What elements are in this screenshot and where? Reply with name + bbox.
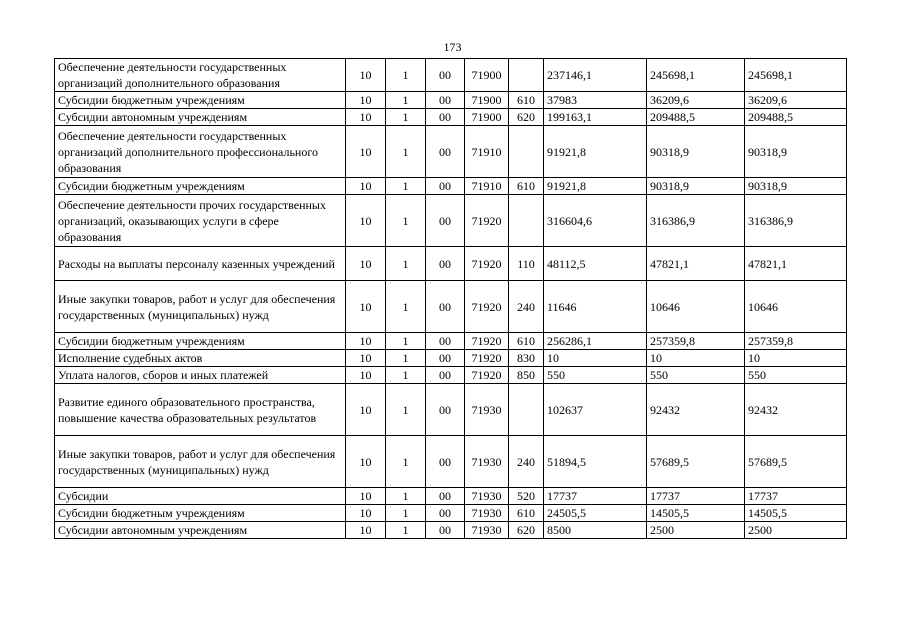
amount-year1-cell: 91921,8 xyxy=(544,126,647,178)
amount-year3-cell: 10646 xyxy=(745,281,847,333)
amount-year1-cell: 199163,1 xyxy=(544,109,647,126)
amount-year3-cell: 257359,8 xyxy=(745,333,847,350)
table-row xyxy=(55,195,847,247)
target-item-code-cell: 71930 xyxy=(465,488,509,505)
program-code-cell: 00 xyxy=(426,59,465,92)
section-code-cell: 10 xyxy=(346,333,386,350)
table-row xyxy=(55,333,847,350)
row-name-cell: Обеспечение деятельности прочих государственных организаций, оказывающих услуги в сфере образования xyxy=(55,195,346,247)
target-item-code-cell: 71900 xyxy=(465,109,509,126)
amount-year3-cell: 10 xyxy=(745,350,847,367)
table-row xyxy=(55,522,847,539)
row-name-cell: Субсидии xyxy=(55,488,346,505)
row-name-cell: Обеспечение деятельности государственных организаций дополнительного профессионального образования xyxy=(55,126,346,178)
section-code-cell: 10 xyxy=(346,384,386,436)
target-item-code-cell: 71930 xyxy=(465,384,509,436)
amount-year1-cell: 256286,1 xyxy=(544,333,647,350)
section-code-cell: 10 xyxy=(346,522,386,539)
row-name-cell: Субсидии бюджетным учреждениям xyxy=(55,178,346,195)
amount-year3-cell: 2500 xyxy=(745,522,847,539)
amount-year1-cell: 11646 xyxy=(544,281,647,333)
amount-year1-cell: 91921,8 xyxy=(544,178,647,195)
amount-year2-cell: 2500 xyxy=(647,522,745,539)
amount-year2-cell: 245698,1 xyxy=(647,59,745,92)
table-row xyxy=(55,247,847,281)
amount-year3-cell: 316386,9 xyxy=(745,195,847,247)
row-name-cell: Иные закупки товаров, работ и услуг для обеспечения государственных (муниципальных) нужд xyxy=(55,281,346,333)
amount-year1-cell: 102637 xyxy=(544,384,647,436)
expense-type-code-cell: 620 xyxy=(509,522,544,539)
amount-year3-cell: 92432 xyxy=(745,384,847,436)
program-code-cell: 00 xyxy=(426,436,465,488)
target-item-code-cell: 71900 xyxy=(465,59,509,92)
section-code-cell: 10 xyxy=(346,126,386,178)
budget-table xyxy=(54,58,847,539)
table-row xyxy=(55,384,847,436)
target-item-code-cell: 71910 xyxy=(465,178,509,195)
target-item-code-cell: 71930 xyxy=(465,436,509,488)
amount-year2-cell: 550 xyxy=(647,367,745,384)
amount-year3-cell: 90318,9 xyxy=(745,126,847,178)
amount-year1-cell: 37983 xyxy=(544,92,647,109)
program-code-cell: 00 xyxy=(426,195,465,247)
amount-year2-cell: 10 xyxy=(647,350,745,367)
amount-year1-cell: 8500 xyxy=(544,522,647,539)
table-row xyxy=(55,109,847,126)
amount-year3-cell: 209488,5 xyxy=(745,109,847,126)
page-number: 173 xyxy=(443,40,462,54)
subsection-code-cell: 1 xyxy=(386,59,426,92)
section-code-cell: 10 xyxy=(346,281,386,333)
subsection-code-cell: 1 xyxy=(386,281,426,333)
program-code-cell: 00 xyxy=(426,126,465,178)
section-code-cell: 10 xyxy=(346,109,386,126)
section-code-cell: 10 xyxy=(346,178,386,195)
amount-year3-cell: 550 xyxy=(745,367,847,384)
amount-year1-cell: 316604,6 xyxy=(544,195,647,247)
amount-year2-cell: 36209,6 xyxy=(647,92,745,109)
subsection-code-cell: 1 xyxy=(386,178,426,195)
row-name-cell: Развитие единого образовательного пространства, повышение качества образовательных результатов xyxy=(55,384,346,436)
row-name-cell: Субсидии бюджетным учреждениям xyxy=(55,92,346,109)
amount-year1-cell: 24505,5 xyxy=(544,505,647,522)
row-name-cell: Субсидии автономным учреждениям xyxy=(55,522,346,539)
expense-type-code-cell: 520 xyxy=(509,488,544,505)
expense-type-code-cell: 830 xyxy=(509,350,544,367)
section-code-cell: 10 xyxy=(346,367,386,384)
section-code-cell: 10 xyxy=(346,247,386,281)
amount-year2-cell: 17737 xyxy=(647,488,745,505)
expense-type-code-cell: 610 xyxy=(509,333,544,350)
amount-year2-cell: 14505,5 xyxy=(647,505,745,522)
program-code-cell: 00 xyxy=(426,109,465,126)
expense-type-code-cell: 610 xyxy=(509,178,544,195)
amount-year2-cell: 316386,9 xyxy=(647,195,745,247)
program-code-cell: 00 xyxy=(426,505,465,522)
amount-year2-cell: 10646 xyxy=(647,281,745,333)
program-code-cell: 00 xyxy=(426,92,465,109)
row-name-cell: Иные закупки товаров, работ и услуг для обеспечения государственных (муниципальных) нужд xyxy=(55,436,346,488)
table-row xyxy=(55,178,847,195)
expense-type-code-cell xyxy=(509,384,544,436)
amount-year3-cell: 90318,9 xyxy=(745,178,847,195)
table-row xyxy=(55,92,847,109)
row-name-cell: Исполнение судебных актов xyxy=(55,350,346,367)
table-row xyxy=(55,59,847,92)
amount-year1-cell: 237146,1 xyxy=(544,59,647,92)
amount-year1-cell: 48112,5 xyxy=(544,247,647,281)
subsection-code-cell: 1 xyxy=(386,247,426,281)
target-item-code-cell: 71930 xyxy=(465,522,509,539)
target-item-code-cell: 71920 xyxy=(465,333,509,350)
target-item-code-cell: 71920 xyxy=(465,350,509,367)
table-row xyxy=(55,281,847,333)
program-code-cell: 00 xyxy=(426,522,465,539)
section-code-cell: 10 xyxy=(346,436,386,488)
expense-type-code-cell: 240 xyxy=(509,436,544,488)
amount-year1-cell: 550 xyxy=(544,367,647,384)
amount-year3-cell: 57689,5 xyxy=(745,436,847,488)
target-item-code-cell: 71900 xyxy=(465,92,509,109)
subsection-code-cell: 1 xyxy=(386,126,426,178)
row-name-cell: Расходы на выплаты персоналу казенных учреждений xyxy=(55,247,346,281)
table-row xyxy=(55,488,847,505)
expense-type-code-cell: 240 xyxy=(509,281,544,333)
table-row xyxy=(55,436,847,488)
program-code-cell: 00 xyxy=(426,488,465,505)
program-code-cell: 00 xyxy=(426,247,465,281)
target-item-code-cell: 71920 xyxy=(465,281,509,333)
expense-type-code-cell xyxy=(509,195,544,247)
program-code-cell: 00 xyxy=(426,367,465,384)
expense-type-code-cell: 610 xyxy=(509,92,544,109)
subsection-code-cell: 1 xyxy=(386,522,426,539)
row-name-cell: Субсидии бюджетным учреждениям xyxy=(55,333,346,350)
subsection-code-cell: 1 xyxy=(386,505,426,522)
target-item-code-cell: 71920 xyxy=(465,195,509,247)
subsection-code-cell: 1 xyxy=(386,333,426,350)
expense-type-code-cell xyxy=(509,126,544,178)
expense-type-code-cell xyxy=(509,59,544,92)
subsection-code-cell: 1 xyxy=(386,436,426,488)
amount-year2-cell: 209488,5 xyxy=(647,109,745,126)
row-name-cell: Уплата налогов, сборов и иных платежей xyxy=(55,367,346,384)
target-item-code-cell: 71920 xyxy=(465,247,509,281)
amount-year2-cell: 92432 xyxy=(647,384,745,436)
expense-type-code-cell: 850 xyxy=(509,367,544,384)
row-name-cell: Обеспечение деятельности государственных организаций дополнительного образования xyxy=(55,59,346,92)
amount-year3-cell: 245698,1 xyxy=(745,59,847,92)
amount-year2-cell: 57689,5 xyxy=(647,436,745,488)
section-code-cell: 10 xyxy=(346,92,386,109)
amount-year1-cell: 17737 xyxy=(544,488,647,505)
expense-type-code-cell: 610 xyxy=(509,505,544,522)
expense-type-code-cell: 620 xyxy=(509,109,544,126)
section-code-cell: 10 xyxy=(346,350,386,367)
amount-year3-cell: 47821,1 xyxy=(745,247,847,281)
program-code-cell: 00 xyxy=(426,384,465,436)
amount-year2-cell: 90318,9 xyxy=(647,178,745,195)
amount-year3-cell: 14505,5 xyxy=(745,505,847,522)
amount-year2-cell: 47821,1 xyxy=(647,247,745,281)
target-item-code-cell: 71930 xyxy=(465,505,509,522)
target-item-code-cell: 71920 xyxy=(465,367,509,384)
table-body xyxy=(55,59,847,539)
amount-year1-cell: 10 xyxy=(544,350,647,367)
table-row xyxy=(55,505,847,522)
table-row xyxy=(55,367,847,384)
amount-year1-cell: 51894,5 xyxy=(544,436,647,488)
section-code-cell: 10 xyxy=(346,59,386,92)
program-code-cell: 00 xyxy=(426,281,465,333)
target-item-code-cell: 71910 xyxy=(465,126,509,178)
program-code-cell: 00 xyxy=(426,178,465,195)
subsection-code-cell: 1 xyxy=(386,109,426,126)
subsection-code-cell: 1 xyxy=(386,367,426,384)
row-name-cell: Субсидии автономным учреждениям xyxy=(55,109,346,126)
table-row xyxy=(55,350,847,367)
section-code-cell: 10 xyxy=(346,195,386,247)
subsection-code-cell: 1 xyxy=(386,92,426,109)
amount-year2-cell: 90318,9 xyxy=(647,126,745,178)
subsection-code-cell: 1 xyxy=(386,350,426,367)
amount-year3-cell: 36209,6 xyxy=(745,92,847,109)
program-code-cell: 00 xyxy=(426,333,465,350)
row-name-cell: Субсидии бюджетным учреждениям xyxy=(55,505,346,522)
section-code-cell: 10 xyxy=(346,505,386,522)
program-code-cell: 00 xyxy=(426,350,465,367)
subsection-code-cell: 1 xyxy=(386,488,426,505)
amount-year2-cell: 257359,8 xyxy=(647,333,745,350)
table-row xyxy=(55,126,847,178)
amount-year3-cell: 17737 xyxy=(745,488,847,505)
section-code-cell: 10 xyxy=(346,488,386,505)
subsection-code-cell: 1 xyxy=(386,384,426,436)
expense-type-code-cell: 110 xyxy=(509,247,544,281)
subsection-code-cell: 1 xyxy=(386,195,426,247)
